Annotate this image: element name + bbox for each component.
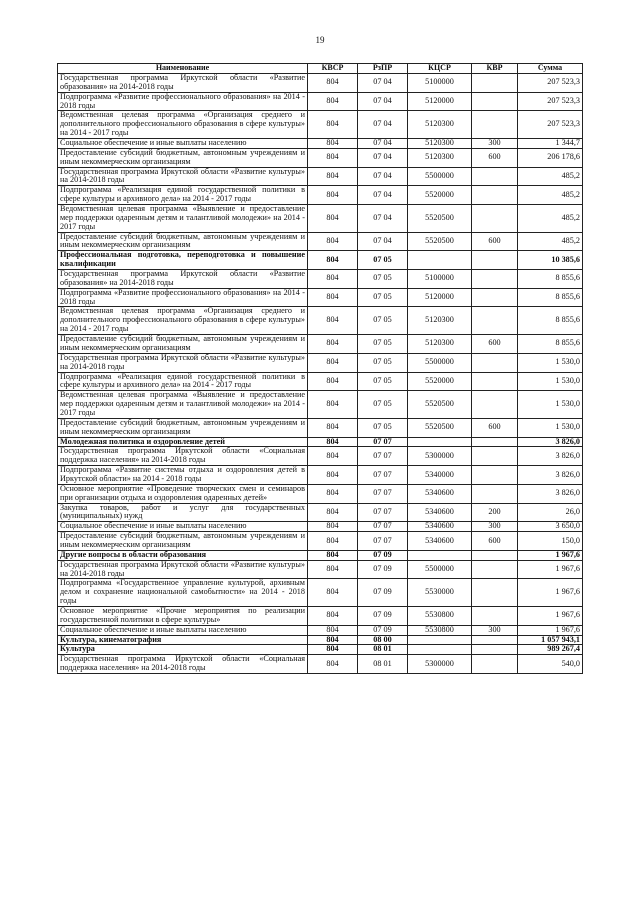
cell-kvsr: 804	[308, 111, 358, 139]
cell-kcsr: 5300000	[408, 447, 472, 466]
cell-name: Государственная программа Иркутской области «Социальная поддержка населения» на 2014-2018 годы	[58, 655, 308, 674]
cell-rzpr: 07 04	[358, 186, 408, 205]
cell-rzpr: 07 05	[358, 391, 408, 419]
cell-rzpr: 08 01	[358, 645, 408, 655]
cell-kcsr: 5120300	[408, 335, 472, 354]
cell-kvr	[472, 307, 518, 335]
cell-sum: 8 855,6	[518, 270, 583, 289]
table-row	[58, 606, 583, 625]
cell-kvr: 300	[472, 139, 518, 149]
cell-kvsr: 804	[308, 139, 358, 149]
cell-kcsr	[408, 550, 472, 560]
table-row	[58, 503, 583, 522]
cell-sum: 206 178,6	[518, 148, 583, 167]
cell-kcsr	[408, 251, 472, 270]
cell-sum: 1 057 943,1	[518, 635, 583, 645]
table-row	[58, 232, 583, 251]
cell-name: Социальное обеспечение и иные выплаты населению	[58, 625, 308, 635]
header-kvsr: КВСР	[308, 64, 358, 74]
cell-kvr	[472, 288, 518, 307]
cell-sum: 540,0	[518, 655, 583, 674]
table-row	[58, 353, 583, 372]
cell-rzpr: 07 05	[358, 418, 408, 437]
cell-kvr	[472, 372, 518, 391]
cell-kvr	[472, 560, 518, 579]
cell-rzpr: 07 09	[358, 550, 408, 560]
cell-kvr	[472, 579, 518, 607]
cell-sum: 1 530,0	[518, 353, 583, 372]
cell-sum: 1 967,6	[518, 606, 583, 625]
table-row	[58, 148, 583, 167]
cell-name: Государственная программа Иркутской области «Развитие образования» на 2014-2018 годы	[58, 270, 308, 289]
cell-kcsr: 5340600	[408, 484, 472, 503]
cell-sum: 1 967,6	[518, 579, 583, 607]
cell-kcsr: 5340600	[408, 522, 472, 532]
cell-sum: 8 855,6	[518, 307, 583, 335]
cell-kvr	[472, 466, 518, 485]
cell-kcsr: 5520500	[408, 418, 472, 437]
cell-kcsr: 5100000	[408, 74, 472, 93]
cell-sum: 3 826,0	[518, 447, 583, 466]
cell-rzpr: 08 01	[358, 655, 408, 674]
cell-kvr	[472, 74, 518, 93]
cell-kcsr: 5340600	[408, 532, 472, 551]
cell-kvsr: 804	[308, 92, 358, 111]
cell-sum: 1 967,6	[518, 550, 583, 560]
cell-rzpr: 07 04	[358, 111, 408, 139]
table-row	[58, 270, 583, 289]
cell-kvr: 600	[472, 335, 518, 354]
cell-kvr	[472, 92, 518, 111]
table-row	[58, 484, 583, 503]
cell-sum: 8 855,6	[518, 288, 583, 307]
table-row	[58, 635, 583, 645]
cell-name: Основное мероприятие «Прочие мероприятия по реализации государственной политики в сфере культуры»	[58, 606, 308, 625]
table-row	[58, 372, 583, 391]
cell-rzpr: 07 05	[358, 288, 408, 307]
cell-kcsr: 5530800	[408, 625, 472, 635]
cell-rzpr: 07 05	[358, 251, 408, 270]
cell-sum: 485,2	[518, 205, 583, 233]
cell-rzpr: 08 00	[358, 635, 408, 645]
table-row	[58, 288, 583, 307]
table-row	[58, 655, 583, 674]
cell-sum: 989 267,4	[518, 645, 583, 655]
cell-kvr	[472, 484, 518, 503]
cell-rzpr: 07 07	[358, 503, 408, 522]
cell-sum: 207 523,3	[518, 74, 583, 93]
cell-sum: 3 826,0	[518, 484, 583, 503]
cell-sum: 8 855,6	[518, 335, 583, 354]
table-row	[58, 139, 583, 149]
cell-kvr	[472, 645, 518, 655]
cell-kcsr: 5500000	[408, 560, 472, 579]
cell-kcsr: 5500000	[408, 167, 472, 186]
cell-name: Государственная программа Иркутской области «Развитие образования» на 2014-2018 годы	[58, 74, 308, 93]
cell-rzpr: 07 07	[358, 437, 408, 447]
table-row	[58, 92, 583, 111]
cell-kvsr: 804	[308, 606, 358, 625]
cell-kvr	[472, 205, 518, 233]
cell-kcsr: 5500000	[408, 353, 472, 372]
table-row	[58, 550, 583, 560]
cell-kvsr: 804	[308, 522, 358, 532]
table-row	[58, 466, 583, 485]
cell-name: Предоставление субсидий бюджетным, автономным учреждениям и иным некоммерческим организациям	[58, 232, 308, 251]
cell-kvsr: 804	[308, 335, 358, 354]
cell-kvsr: 804	[308, 167, 358, 186]
cell-kvsr: 804	[308, 148, 358, 167]
cell-rzpr: 07 04	[358, 92, 408, 111]
cell-kvsr: 804	[308, 503, 358, 522]
cell-kcsr: 5100000	[408, 270, 472, 289]
cell-name: Профессиональная подготовка, переподготовка и повышение квалификации	[58, 251, 308, 270]
cell-sum: 3 826,0	[518, 466, 583, 485]
cell-kvr	[472, 353, 518, 372]
cell-kvr: 600	[472, 148, 518, 167]
cell-kvsr: 804	[308, 437, 358, 447]
cell-kvsr: 804	[308, 532, 358, 551]
header-kvr: КВР	[472, 64, 518, 74]
cell-kvsr: 804	[308, 186, 358, 205]
cell-kcsr: 5520500	[408, 391, 472, 419]
cell-name: Предоставление субсидий бюджетным, автономным учреждениям и иным некоммерческим организациям	[58, 418, 308, 437]
cell-name: Подпрограмма «Государственное управление культурой, архивным делом и сохранение национальной самобытности» на 2014 - 2018 годы	[58, 579, 308, 607]
cell-kcsr: 5120000	[408, 92, 472, 111]
cell-name: Подпрограмма «Реализация единой государственной политики в сфере культуры и архивного дела» на 2014 - 2017 годы	[58, 372, 308, 391]
cell-kcsr: 5530000	[408, 579, 472, 607]
cell-rzpr: 07 04	[358, 74, 408, 93]
cell-name: Подпрограмма «Реализация единой государственной политики в сфере культуры и архивного дела» на 2014 - 2017 годы	[58, 186, 308, 205]
cell-kvsr: 804	[308, 74, 358, 93]
cell-rzpr: 07 05	[358, 353, 408, 372]
table-body	[58, 74, 583, 674]
cell-kcsr: 5300000	[408, 655, 472, 674]
cell-sum: 1 967,6	[518, 560, 583, 579]
cell-rzpr: 07 05	[358, 335, 408, 354]
table-header-row	[58, 64, 583, 74]
cell-kvsr: 804	[308, 550, 358, 560]
cell-kvsr: 804	[308, 635, 358, 645]
table-row	[58, 391, 583, 419]
cell-kvr	[472, 550, 518, 560]
cell-kvsr: 804	[308, 270, 358, 289]
cell-kvsr: 804	[308, 655, 358, 674]
cell-sum: 3 650,0	[518, 522, 583, 532]
cell-kcsr: 5120300	[408, 148, 472, 167]
cell-name: Подпрограмма «Развитие профессионального образования» на 2014 - 2018 годы	[58, 92, 308, 111]
cell-kvsr: 804	[308, 307, 358, 335]
cell-name: Государственная программа Иркутской области «Развитие культуры» на 2014-2018 годы	[58, 353, 308, 372]
table-row	[58, 625, 583, 635]
header-name: Наименование	[58, 64, 308, 74]
cell-sum: 3 826,0	[518, 437, 583, 447]
cell-kvr	[472, 111, 518, 139]
cell-name: Закупка товаров, работ и услуг для государственных (муниципальных) нужд	[58, 503, 308, 522]
table-row	[58, 307, 583, 335]
table-row	[58, 186, 583, 205]
cell-kvr	[472, 167, 518, 186]
cell-name: Государственная программа Иркутской области «Социальная поддержка населения» на 2014-2018 годы	[58, 447, 308, 466]
cell-kvsr: 804	[308, 466, 358, 485]
cell-rzpr: 07 07	[358, 532, 408, 551]
table-row	[58, 560, 583, 579]
cell-kcsr	[408, 437, 472, 447]
cell-rzpr: 07 05	[358, 307, 408, 335]
cell-sum: 150,0	[518, 532, 583, 551]
cell-sum: 10 385,6	[518, 251, 583, 270]
cell-kvr: 300	[472, 625, 518, 635]
cell-kvsr: 804	[308, 391, 358, 419]
cell-name: Подпрограмма «Развитие профессионального образования» на 2014 - 2018 годы	[58, 288, 308, 307]
cell-kcsr: 5340600	[408, 503, 472, 522]
cell-sum: 207 523,3	[518, 111, 583, 139]
cell-sum: 1 530,0	[518, 372, 583, 391]
cell-kcsr: 5530800	[408, 606, 472, 625]
cell-kcsr: 5520000	[408, 372, 472, 391]
cell-kcsr: 5520500	[408, 205, 472, 233]
table-row	[58, 579, 583, 607]
cell-rzpr: 07 04	[358, 232, 408, 251]
cell-kvr: 600	[472, 418, 518, 437]
cell-name: Предоставление субсидий бюджетным, автономным учреждениям и иным некоммерческим организациям	[58, 148, 308, 167]
cell-kvsr: 804	[308, 418, 358, 437]
cell-rzpr: 07 05	[358, 270, 408, 289]
cell-kcsr: 5120000	[408, 288, 472, 307]
table-row	[58, 74, 583, 93]
cell-kvr	[472, 606, 518, 625]
cell-sum: 207 523,3	[518, 92, 583, 111]
cell-sum: 26,0	[518, 503, 583, 522]
cell-rzpr: 07 07	[358, 522, 408, 532]
cell-kvr	[472, 447, 518, 466]
cell-name: Культура, кинематография	[58, 635, 308, 645]
cell-name: Ведомственная целевая программа «Организация среднего и дополнительного профессионального образования в сфере культуры» на 2014 - 2017 годы	[58, 307, 308, 335]
cell-kcsr: 5120300	[408, 111, 472, 139]
cell-sum: 485,2	[518, 167, 583, 186]
cell-kvsr: 804	[308, 288, 358, 307]
cell-kvr	[472, 635, 518, 645]
cell-kvsr: 804	[308, 645, 358, 655]
cell-kcsr	[408, 635, 472, 645]
cell-kvsr: 804	[308, 372, 358, 391]
cell-name: Государственная программа Иркутской области «Развитие культуры» на 2014-2018 годы	[58, 560, 308, 579]
cell-rzpr: 07 07	[358, 484, 408, 503]
header-rzpr: РзПР	[358, 64, 408, 74]
table-row	[58, 111, 583, 139]
cell-kvsr: 804	[308, 484, 358, 503]
cell-sum: 1 530,0	[518, 418, 583, 437]
cell-kcsr: 5120300	[408, 139, 472, 149]
cell-kvsr: 804	[308, 205, 358, 233]
cell-rzpr: 07 09	[358, 579, 408, 607]
cell-name: Ведомственная целевая программа «Выявление и предоставление мер поддержки одаренным детям и талантливой молодежи» на 2014 - 2017 годы	[58, 391, 308, 419]
cell-name: Государственная программа Иркутской области «Развитие культуры» на 2014-2018 годы	[58, 167, 308, 186]
cell-rzpr: 07 07	[358, 466, 408, 485]
cell-kcsr: 5520500	[408, 232, 472, 251]
cell-rzpr: 07 04	[358, 148, 408, 167]
cell-sum: 1 344,7	[518, 139, 583, 149]
cell-name: Молодежная политика и оздоровление детей	[58, 437, 308, 447]
cell-name: Предоставление субсидий бюджетным, автономным учреждениям и иным некоммерческим организациям	[58, 335, 308, 354]
table-row	[58, 418, 583, 437]
cell-kvr	[472, 270, 518, 289]
cell-name: Ведомственная целевая программа «Выявление и предоставление мер поддержки одаренным детям и талантливой молодежи» на 2014 - 2017 годы	[58, 205, 308, 233]
cell-kvr	[472, 251, 518, 270]
cell-name: Подпрограмма «Развитие системы отдыха и оздоровления детей в Иркутской области» на 2014 - 2018 годы	[58, 466, 308, 485]
cell-kcsr: 5340000	[408, 466, 472, 485]
header-kcsr: КЦСР	[408, 64, 472, 74]
table-row	[58, 205, 583, 233]
cell-kvr: 300	[472, 522, 518, 532]
cell-rzpr: 07 05	[358, 372, 408, 391]
cell-rzpr: 07 04	[358, 205, 408, 233]
table-row	[58, 251, 583, 270]
cell-kvr: 200	[472, 503, 518, 522]
cell-kvr	[472, 391, 518, 419]
cell-name: Предоставление субсидий бюджетным, автономным учреждениям и иным некоммерческим организациям	[58, 532, 308, 551]
cell-kvsr: 804	[308, 232, 358, 251]
cell-sum: 1 967,6	[518, 625, 583, 635]
cell-sum: 485,2	[518, 186, 583, 205]
table-row	[58, 447, 583, 466]
cell-kvsr: 804	[308, 579, 358, 607]
cell-kvr	[472, 186, 518, 205]
header-sum: Сумма	[518, 64, 583, 74]
table-row	[58, 167, 583, 186]
cell-rzpr: 07 04	[358, 139, 408, 149]
cell-rzpr: 07 07	[358, 447, 408, 466]
cell-kvsr: 804	[308, 625, 358, 635]
cell-rzpr: 07 09	[358, 625, 408, 635]
cell-name: Основное мероприятие «Проведение творческих смен и семинаров при организации отдыха и оздоровления одаренных детей»	[58, 484, 308, 503]
cell-kvsr: 804	[308, 447, 358, 466]
cell-name: Другие вопросы в области образования	[58, 550, 308, 560]
cell-name: Ведомственная целевая программа «Организация среднего и дополнительного профессионального образования в сфере культуры» на 2014 - 2017 годы	[58, 111, 308, 139]
cell-kcsr	[408, 645, 472, 655]
cell-name: Социальное обеспечение и иные выплаты населению	[58, 139, 308, 149]
cell-kvr	[472, 437, 518, 447]
cell-kvsr: 804	[308, 353, 358, 372]
cell-kvr: 600	[472, 532, 518, 551]
cell-sum: 485,2	[518, 232, 583, 251]
table-row	[58, 532, 583, 551]
cell-rzpr: 07 09	[358, 560, 408, 579]
cell-kvsr: 804	[308, 560, 358, 579]
cell-name: Социальное обеспечение и иные выплаты населению	[58, 522, 308, 532]
cell-kvsr: 804	[308, 251, 358, 270]
cell-kvr: 600	[472, 232, 518, 251]
cell-kvr	[472, 655, 518, 674]
page-number: 19	[315, 35, 325, 45]
cell-rzpr: 07 04	[358, 167, 408, 186]
budget-table	[57, 63, 583, 674]
cell-rzpr: 07 09	[358, 606, 408, 625]
cell-kcsr: 5520000	[408, 186, 472, 205]
table-row	[58, 335, 583, 354]
cell-name: Культура	[58, 645, 308, 655]
cell-kcsr: 5120300	[408, 307, 472, 335]
cell-sum: 1 530,0	[518, 391, 583, 419]
